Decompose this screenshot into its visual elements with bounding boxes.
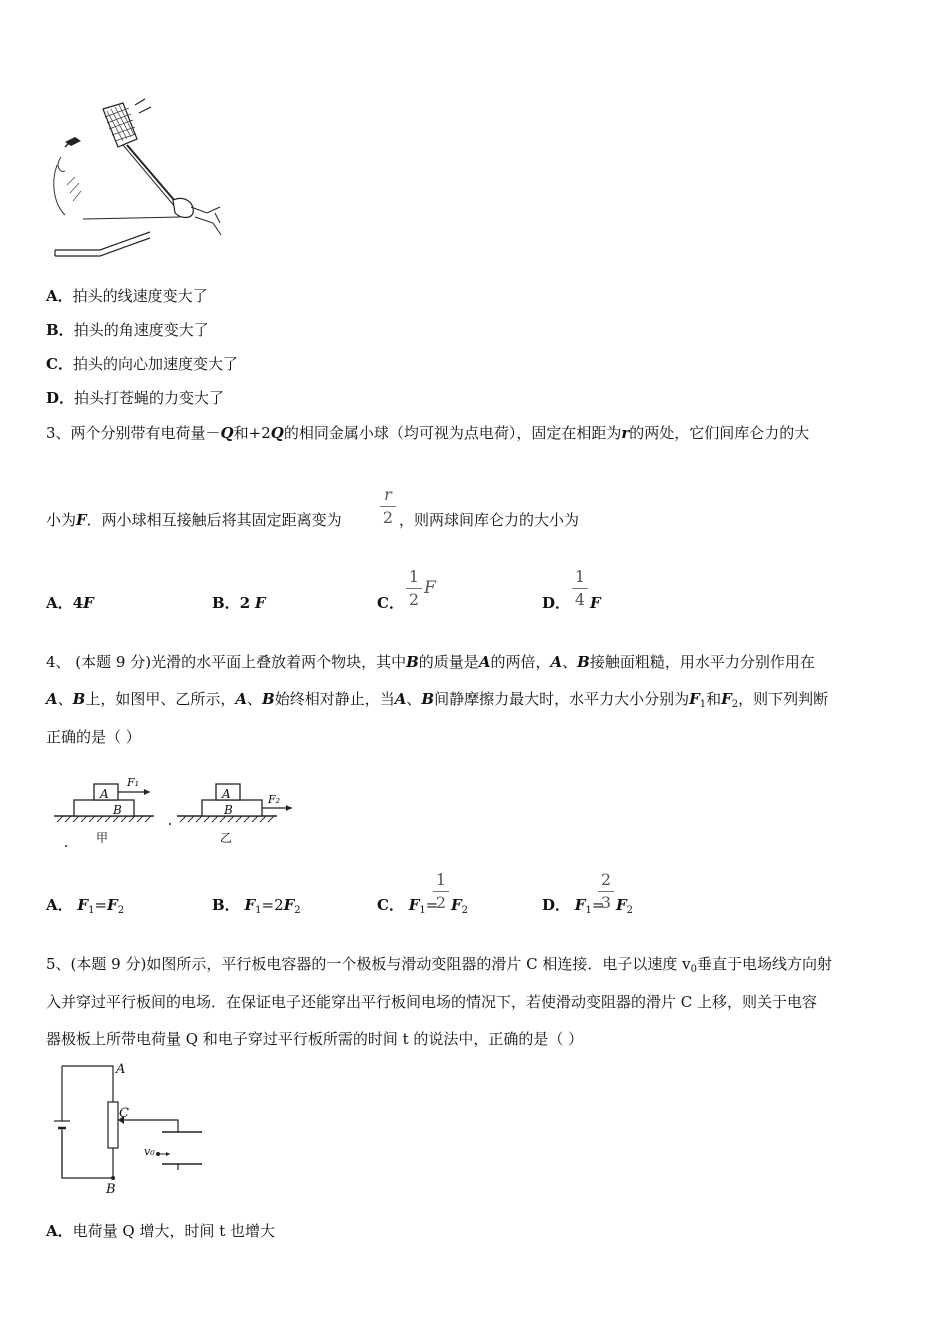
- q2-option-d: D．拍头打苍蝇的力变大了: [46, 389, 225, 407]
- fig-caption-jia: 甲: [96, 831, 109, 845]
- q4-option-d: D． $F_1=$: [542, 896, 605, 916]
- q5-option-a: A．电荷量 Q 增大，时间 t 也增大: [46, 1222, 276, 1240]
- swatter-handle: [127, 145, 180, 207]
- rheostat: [108, 1102, 118, 1148]
- q4-option-c-fraction: 1 2: [432, 871, 450, 912]
- q5-stem-line1: 5、(本题 9 分)如图所示，平行板电容器的一个极板与滑动变阻器的滑片 C 相连接．电子以速度 $v_0$垂直于电场线方向射: [46, 955, 832, 975]
- circuit-label-a: A: [116, 1062, 126, 1077]
- q3-option-d: D．: [542, 594, 571, 612]
- q3-fraction-r-over-2: r 2: [379, 486, 397, 527]
- q4-option-c: C． $F_1=$: [377, 896, 439, 916]
- q3-option-d-fraction: 1 4: [571, 568, 589, 609]
- q5-stem-line2: 入并穿过平行板间的电场．在保证电子还能穿出平行板间电场的情况下，若使滑动变阻器的滑片 C 上移，则关于电容: [46, 993, 818, 1011]
- electron: [156, 1152, 160, 1156]
- q3-option-c: C．: [377, 594, 404, 612]
- q3-option-a: A．4F: [46, 594, 94, 612]
- q4-option-b: B． $F_1=2F_2$: [212, 896, 301, 916]
- q3-stem-line2b: ，则两球间库仑力的大小为: [399, 511, 580, 529]
- q3-option-c-fraction: 1 2: [405, 568, 423, 609]
- fig-label-f1: F₁: [127, 776, 140, 789]
- fig-label-f2: F₂: [268, 793, 281, 806]
- q3-stem-line2a: 小为F．两小球相互接触后将其固定距离变为: [46, 511, 342, 529]
- q3-option-c-var: F: [424, 578, 436, 598]
- q3-option-b: B．2 F: [212, 594, 266, 612]
- q2-option-a: A．拍头的线速度变大了: [46, 287, 208, 305]
- circuit-label-b: B: [106, 1182, 116, 1197]
- q4-option-d-fraction: 2 3: [597, 871, 615, 912]
- q4-option-c-rhs: $F_2$: [451, 896, 469, 916]
- circuit-figure: [50, 1058, 220, 1198]
- fig-label-a-left: A: [100, 787, 109, 801]
- q5-stem-line3: 器极板上所带电荷量 Q 和电子穿过平行板所需的时间 t 的说法中，正确的是（ ）: [46, 1030, 584, 1048]
- q3-stem-line1: 3、两个分别带有电荷量－Q和+2Q的相同金属小球（均可视为点电荷），固定在相距为r的两处，它们间库仑力的大: [46, 424, 810, 442]
- q3-option-d-var: F: [590, 594, 601, 612]
- q2-option-c: C．拍头的向心加速度变大了: [46, 355, 238, 373]
- circuit-label-v0: v₀: [144, 1145, 155, 1158]
- q4-stem-line3: 正确的是（ ）: [46, 728, 141, 746]
- fig-label-b-left: B: [113, 803, 122, 817]
- fig-label-a-right: A: [222, 787, 231, 801]
- q4-stem-line1: 4、 (本题 9 分)光滑的水平面上叠放着两个物块，其中B的质量是A的两倍，A、B接触面粗糙，用水平力分别作用在: [46, 653, 815, 671]
- q4-option-d-rhs: $F_2$: [616, 896, 634, 916]
- blocks-figure: [52, 772, 302, 852]
- circuit-label-c: C: [119, 1106, 129, 1121]
- fig-label-b-right: B: [224, 803, 233, 817]
- hand: [173, 198, 193, 217]
- fly-swatter-figure: [45, 95, 235, 270]
- q4-option-a: A． $F_1=F_2$: [46, 896, 125, 916]
- q2-option-b: B．拍头的角速度变大了: [46, 321, 209, 339]
- fig-caption-yi: 乙: [220, 831, 233, 845]
- q4-stem-line2: A、B上，如图甲、乙所示，A、B始终相对静止，当A、B间静摩擦力最大时，水平力大小分别为$F_1$和$F_2$，则下列判断: [46, 690, 829, 710]
